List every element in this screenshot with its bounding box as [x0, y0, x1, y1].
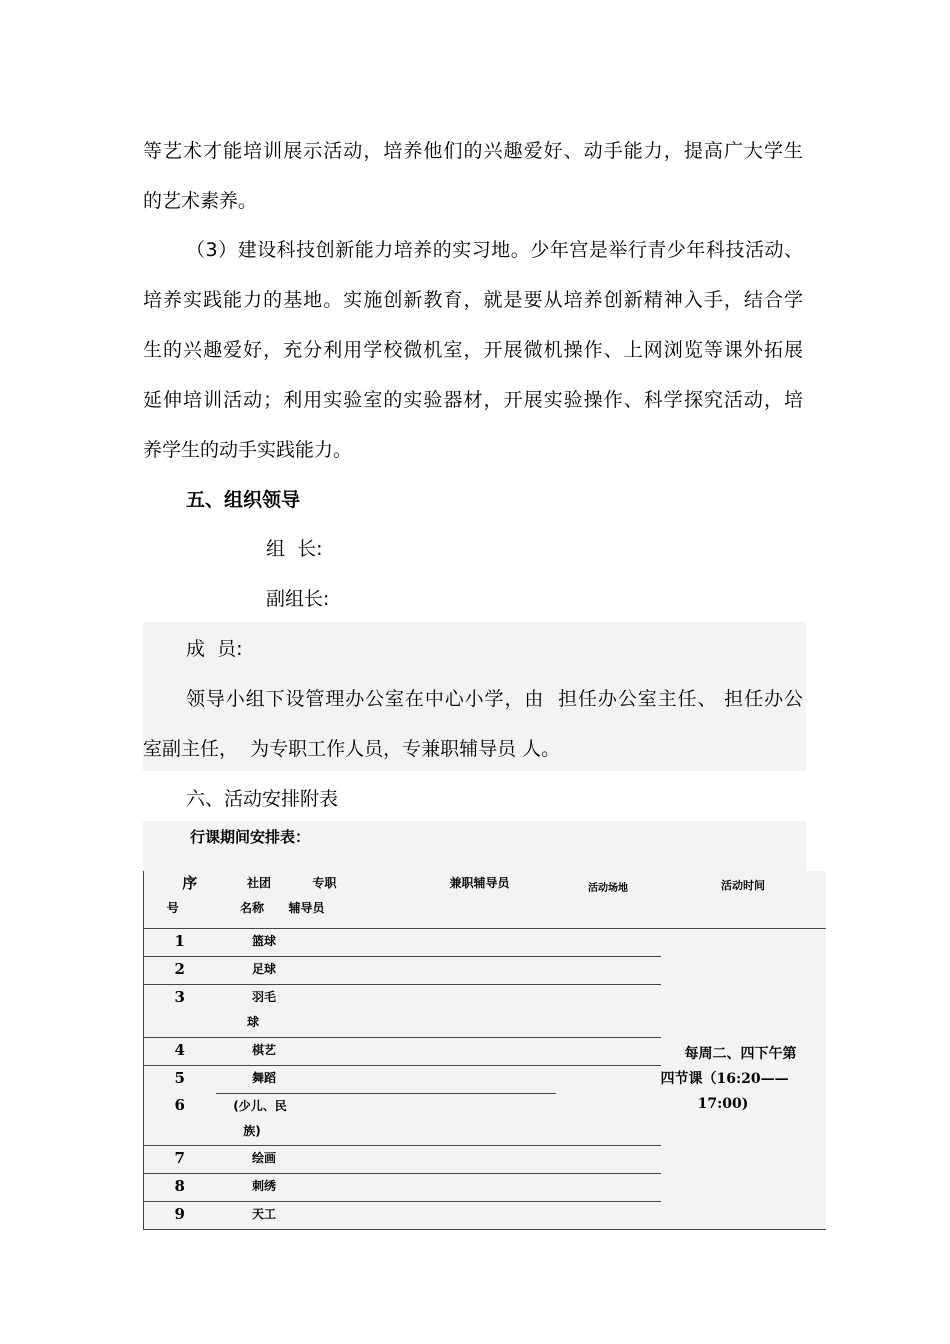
row-number: 7	[144, 1146, 216, 1174]
leader-label: 组 长:	[266, 538, 323, 560]
row-parttime-cell	[356, 985, 556, 1038]
vice-leader-label: 副组长:	[266, 588, 330, 610]
paragraph-line: 室副主任， 为专职工作人员，专兼职辅导员 人。	[143, 738, 561, 760]
row-venue-cell	[556, 1174, 661, 1202]
row-venue-cell	[556, 985, 661, 1038]
row-venue-cell	[556, 1093, 661, 1146]
paragraph-line: 领导小组下设管理办公室在中心小学，由 担任办公室主任、 担任办公	[186, 688, 803, 710]
row-fulltime-cell	[289, 1146, 356, 1174]
row-fulltime-cell	[289, 929, 356, 957]
time-line: 17:00)	[697, 1095, 749, 1112]
row-number: 9	[144, 1202, 216, 1230]
time-line: 每周二、四下午第	[684, 1045, 797, 1062]
section-heading: 六、活动安排附表	[186, 788, 339, 810]
header-seq-bottom: 号	[166, 901, 179, 915]
table-header-row	[144, 871, 826, 929]
row-fulltime-cell	[289, 1038, 356, 1066]
section-heading: 五、组织领导	[186, 489, 301, 511]
row-parttime-cell	[356, 1174, 556, 1202]
paragraph-line: 延伸培训活动；利用实验室的实验器材，开展实验操作、科学探究活动，培	[143, 389, 803, 411]
row-venue-cell	[556, 1146, 661, 1174]
row-number: 2	[144, 957, 216, 985]
row-number: 6	[144, 1093, 216, 1146]
row-club-name: 棋艺	[216, 1038, 289, 1066]
row-parttime-cell	[356, 929, 556, 957]
row-club-name	[216, 1093, 289, 1146]
header-parttime-label: 兼职辅导员	[449, 876, 510, 890]
row-parttime-cell	[356, 1038, 556, 1066]
row-venue-cell	[556, 1038, 661, 1066]
header-club	[216, 871, 289, 929]
header-fulltime-bottom: 辅导员	[288, 901, 325, 915]
activity-time-cell	[661, 929, 826, 1230]
row-fulltime-cell	[289, 1093, 356, 1146]
paragraph-line: 生的兴趣爱好，充分利用学校微机室，开展微机操作、上网浏览等课外拓展	[143, 339, 803, 361]
row-parttime-cell	[356, 1093, 556, 1146]
row-fulltime-cell	[289, 957, 356, 985]
schedule-table	[143, 871, 826, 1230]
header-club-top: 社团	[246, 876, 271, 890]
row-club-name-bottom: 族)	[243, 1123, 261, 1138]
row-club-name-bottom: 球	[246, 1015, 259, 1029]
row-fulltime-cell	[289, 1066, 356, 1094]
paragraph-line: 养学生的动手实践能力。	[143, 439, 353, 461]
header-parttime	[356, 871, 556, 929]
row-number: 5	[144, 1066, 216, 1094]
row-venue-cell	[556, 1202, 661, 1230]
row-venue-cell	[556, 1066, 661, 1094]
row-venue-cell	[556, 957, 661, 985]
header-venue	[556, 871, 661, 929]
row-number: 4	[144, 1038, 216, 1066]
row-club-name: 绘画	[216, 1146, 289, 1174]
paragraph-line: （3）建设科技创新能力培养的实习地。少年宫是举行青少年科技活动、	[186, 239, 803, 261]
table-row	[144, 929, 826, 957]
table-caption: 行课期间安排表：	[190, 828, 311, 846]
row-number: 1	[144, 929, 216, 957]
header-fulltime	[289, 871, 356, 929]
header-fulltime-top: 专职	[312, 876, 337, 890]
header-seq-top: 序	[182, 874, 198, 892]
row-club-name-top: (少儿、民	[233, 1098, 287, 1113]
paragraph-line: 等艺术才能培训展示活动，培养他们的兴趣爱好、动手能力，提高广大学生	[143, 140, 803, 162]
time-line: 四节课（16:20——	[660, 1070, 789, 1087]
row-club-name	[216, 985, 289, 1038]
row-club-name: 天工	[216, 1202, 289, 1230]
header-club-bottom: 名称	[239, 901, 264, 915]
header-seq	[144, 871, 216, 929]
row-parttime-cell	[356, 957, 556, 985]
row-parttime-cell	[356, 1146, 556, 1174]
row-fulltime-cell	[289, 1174, 356, 1202]
row-club-name-top: 羽毛	[251, 990, 276, 1004]
members-label: 成 员:	[186, 638, 243, 660]
row-club-name: 舞蹈	[216, 1066, 289, 1094]
header-time-label: 活动时间	[721, 879, 765, 892]
row-fulltime-cell	[289, 1202, 356, 1230]
paragraph-line: 培养实践能力的基地。实施创新教育，就是要从培养创新精神入手，结合学	[143, 289, 803, 311]
row-club-name: 足球	[216, 957, 289, 985]
row-club-name: 篮球	[216, 929, 289, 957]
row-venue-cell	[556, 929, 661, 957]
row-fulltime-cell	[289, 985, 356, 1038]
header-time	[661, 871, 826, 929]
header-venue-label: 活动场地	[588, 883, 628, 894]
row-club-name: 刺绣	[216, 1174, 289, 1202]
paragraph-line: 的艺术素养。	[143, 190, 258, 212]
row-number: 8	[144, 1174, 216, 1202]
row-parttime-cell	[356, 1066, 556, 1094]
row-number: 3	[144, 985, 216, 1038]
row-parttime-cell	[356, 1202, 556, 1230]
